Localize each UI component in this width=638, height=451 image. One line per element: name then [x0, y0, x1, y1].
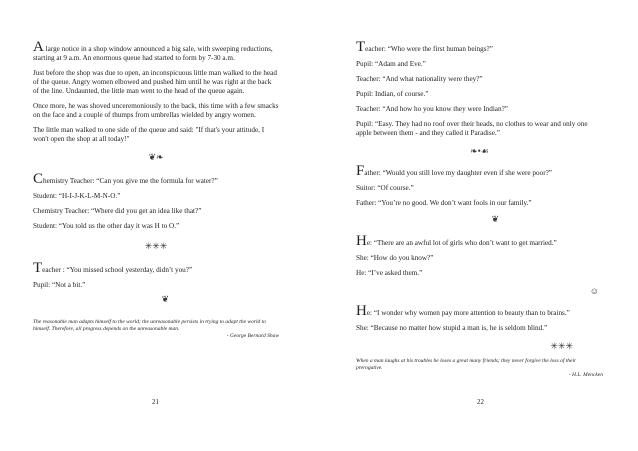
story-text-1: large notice in a shop window announced a big sale, with sweeping reductions, starting at 9 a.m. An enormous queue had started to form by 7-30 a.m.	[33, 45, 273, 62]
right-page	[319, 0, 638, 451]
drop-cap: T	[33, 260, 43, 276]
story-paragraph-2: Just before the shop was due to open, an inconspicuous little man walked to the head of the queue. Angry women elbowed and pushed him until he was right at the back of the line. Undaunted, the little man went to the head of the queue again.	[33, 69, 277, 95]
school-line-1-text: eacher : “You missed school yesterday, didn’t you?”	[42, 266, 193, 274]
drop-cap: H	[356, 303, 367, 319]
school-joke-line-2: Pupil: “Not a bit.”	[33, 281, 86, 289]
drop-cap: F	[356, 163, 365, 179]
chemistry-line-1-text: hemistry Teacher: “Can you give me the formula for water?”	[43, 177, 218, 185]
humans-joke-line-6: Pupil: “Easy. They had no roof over their heads, no clothes to wear and only one apple between them - and they called it Paradise.”	[356, 120, 588, 137]
drop-cap: C	[33, 171, 44, 187]
humans-joke-line-1	[356, 41, 603, 54]
ornament-leaf: ❦	[491, 214, 499, 224]
father-joke-line-3: Father: “You’re no good. We don’t want fools in our family.”	[356, 199, 532, 207]
brains-joke-line-2: She: “Because no matter how stupid a man is, he is seldom blind.”	[356, 324, 548, 332]
ornament-stars: ✳✳✳	[550, 341, 573, 351]
drop-cap: A	[33, 39, 44, 55]
humans-joke-line-3: Teacher: “And what nationality were they?”	[356, 75, 483, 83]
chemistry-joke-line-4: Student: “You told us the other day it was H to O.”	[33, 222, 180, 230]
page-number: 21	[152, 398, 159, 406]
chemistry-joke-line-3: Chemistry Teacher: “Where did you get an idea like that?”	[33, 207, 202, 215]
school-joke-line-1	[33, 262, 279, 275]
story-paragraph-4: The little man walked to one side of the queue and said: "If that's your attitude, I won't open the shop at all today!"	[33, 126, 265, 143]
story-paragraph-3: Once more, he was shoved unceremoniously to the back, this time with a few smacks on the face and a couple of thumps from umbrellas wielded by angry women.	[33, 102, 279, 119]
humans-joke-line-5: Teacher: “And how ho you know they were Indian?”	[356, 105, 508, 113]
humans-joke-line-2: Pupil: “Adam and Eve.”	[356, 60, 426, 68]
father-joke-line-1	[356, 165, 603, 178]
drop-cap: T	[356, 39, 366, 55]
ornament-divider: ❦❧	[148, 152, 164, 162]
girls-joke-line-1	[356, 235, 603, 248]
quote-attribution: - H.L. Mencken	[568, 372, 603, 378]
ornament-leaf: ❦	[161, 294, 169, 304]
chemistry-joke-line-1	[33, 173, 279, 186]
humans-line-1-text: eacher: “Who were the first human beings?”	[365, 45, 493, 53]
girls-joke-line-2: She: “How do you know?”	[356, 254, 434, 262]
left-page-content	[33, 41, 279, 340]
quote-text: When a man laughs at his troubles he loses a great many friends; they never forgive the loss of their prerogative.	[356, 358, 577, 371]
father-joke-line-2: Suitor: “Of course.”	[356, 184, 414, 192]
page-number: 22	[477, 398, 484, 406]
ornament-stars: ✳✳✳	[144, 241, 168, 251]
brains-line-1-text: e: “I wonder why women pay more attention to beauty than to brains.”	[366, 309, 570, 317]
chemistry-joke-line-2: Student: “H-I-J-K-L-M-N-O.”	[33, 192, 121, 200]
drop-cap: H	[356, 233, 367, 249]
humans-joke-line-4: Pupil: Indian, of course.”	[356, 90, 429, 98]
brains-joke-line-1	[356, 305, 603, 318]
story-paragraph-1	[33, 41, 279, 63]
father-line-1-text: ather: “Would you still love my daughter even if she were poor?”	[364, 169, 552, 177]
right-page-content	[356, 41, 603, 379]
ornament-divider: ❧•☙	[470, 146, 489, 156]
quote-text: The reasonable man adapts himself to the world; the unreasonable persists in trying to adapt the world to himself. Therefore, all progress depends on the unreasonable man.	[33, 319, 266, 332]
girls-line-1-text: e: “There are an awful lot of girls who don’t want to get married.”	[366, 239, 557, 247]
smiley-icon: ☺	[589, 286, 599, 296]
girls-joke-line-3: He: “I’ve asked them.”	[356, 269, 423, 277]
quote-attribution: - George Bernard Shaw	[226, 333, 279, 339]
